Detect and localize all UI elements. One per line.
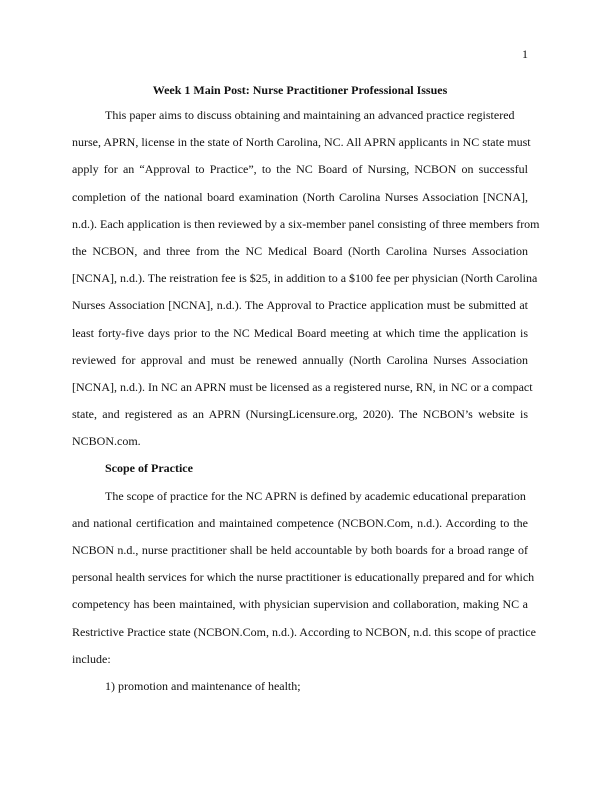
paragraph-introduction: [72, 102, 540, 455]
section-heading-scope: Scope of Practice: [105, 461, 193, 476]
paragraph-line: nurse, APRN, license in the state of North Carolina, NC. All APRN applicants in NC state must: [72, 135, 531, 150]
paragraph-line: The scope of practice for the NC APRN is defined by academic educational preparation: [105, 488, 526, 503]
paragraph-scope: [72, 483, 536, 673]
paragraph-line: state, and registered as an APRN (NursingLicensure.org, 2020). The NCBON’s website is: [72, 407, 528, 422]
paragraph-line: Nurses Association [NCNA], n.d.). The Approval to Practice application must be submitted at: [72, 298, 528, 313]
page-number: 1: [522, 47, 528, 61]
paragraph-line: This paper aims to discuss obtaining and maintaining an advanced practice registered: [105, 108, 515, 122]
paragraph-line: Restrictive Practice state (NCBON.Com, n.d.). According to NCBON, n.d. this scope of practice: [72, 624, 536, 639]
document-title: Week 1 Main Post: Nurse Practitioner Professional Issues: [152, 83, 448, 97]
paragraph-line: apply for an “Approval to Practice”, to the NC Board of Nursing, NCBON on successful: [72, 162, 528, 177]
paragraph-line: n.d.). Each application is then reviewed by a six-member panel consisting of three members from: [72, 216, 540, 231]
paragraph-line: [NCNA], n.d.). The reistration fee is $25, in addition to a $100 fee per physician (North Carolina: [72, 271, 538, 286]
paragraph-line: personal health services for which the nurse practitioner is educationally prepared and for which: [72, 570, 535, 585]
paragraph-line: least forty-five days prior to the NC Medical Board meeting at which time the application is: [72, 325, 528, 340]
paragraph-line: competency has been maintained, with physician supervision and collaboration, making NC a: [72, 597, 528, 612]
paragraph-line: [NCNA], n.d.). In NC an APRN must be licensed as a registered nurse, RN, in NC or a compact: [72, 379, 533, 394]
paragraph-line: NCBON n.d., nurse practitioner shall be held accountable by both boards for a broad range of: [72, 543, 528, 557]
paragraph-line: reviewed for approval and must be renewed annually (North Carolina Nurses Association: [72, 352, 528, 367]
paragraph-line: NCBON.com.: [72, 434, 141, 449]
list-item: 1) promotion and maintenance of health;: [105, 678, 301, 693]
paragraph-line: completion of the national board examination (North Carolina Nurses Association [NCNA],: [72, 189, 528, 204]
paragraph-line: the NCBON, and three from the NC Medical Board (North Carolina Nurses Association: [72, 243, 528, 258]
paragraph-line: and national certification and maintained competence (NCBON.Com, n.d.). According to the: [72, 515, 528, 530]
paragraph-line: include:: [72, 651, 111, 666]
document-body: [72, 78, 540, 700]
